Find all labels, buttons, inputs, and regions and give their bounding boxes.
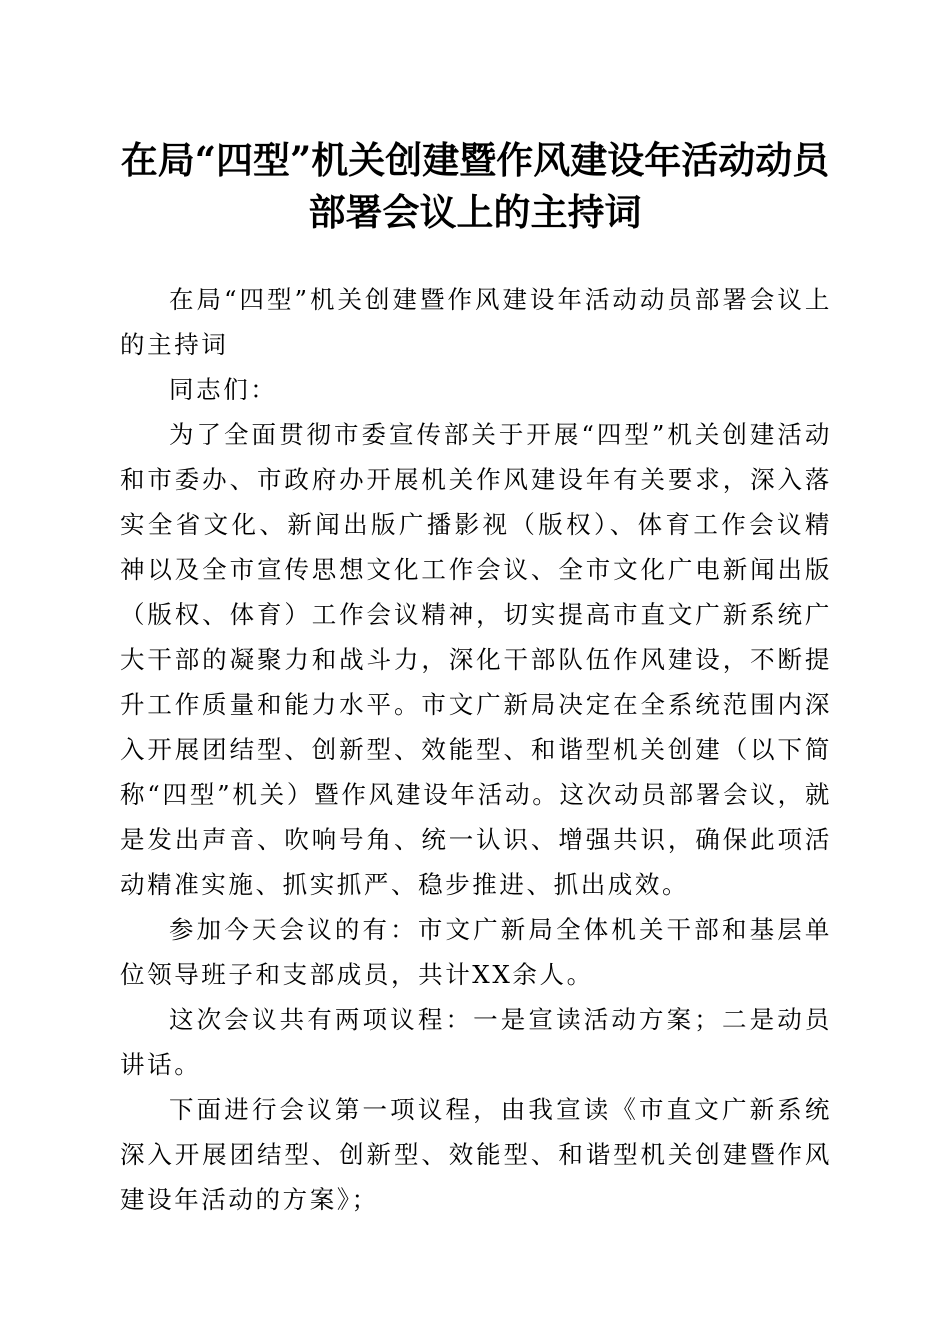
paragraph-salutation: 同志们： <box>169 375 278 404</box>
title-line-1: 在局“四型”机关创建暨作风建设年活动动员 <box>120 138 830 182</box>
paragraph-attendees: 参加今天会议的有：市文广新局全体机关干部和基层单位领导班子和支部成员，共计XX余人。 <box>120 915 832 989</box>
document-title <box>110 134 840 238</box>
paragraph-heading: 在局“四型”机关创建暨作风建设年活动动员部署会议上的主持词 <box>120 285 832 359</box>
document-body <box>120 277 832 1222</box>
paragraph-agenda: 这次会议共有两项议程：一是宣读活动方案；二是动员讲话。 <box>120 1005 832 1079</box>
title-line-2: 部署会议上的主持词 <box>308 190 642 234</box>
paragraph-purpose: 为了全面贯彻市委宣传部关于开展“四型”机关创建活动和市委办、市政府办开展机关作风建设年有关要求，深入落实全省文化、新闻出版广播影视（版权）、体育工作会议精神以及全市宣传思想文化工作会议、全市文化广电新闻出版（版权、体育）工作会议精神，切实提高市直文广新系统广大干部的凝聚力和战斗力，深化干部队伍作风建设，不断提升工作质量和能力水平。市文广新局决定在全系统范围内深入开展团结型、创新型、效能型、和谐型机关创建（以下简称“四型”机关）暨作风建设年活动。这次动员部署会议，就是发出声音、吹响号角、统一认识、增强共识，确保此项活动精准实施、抓实抓严、稳步推进、抓出成效。 <box>120 420 832 899</box>
paragraph-first-item: 下面进行会议第一项议程，由我宣读《市直文广新系统深入开展团结型、创新型、效能型、和谐型机关创建暨作风建设年活动的方案》； <box>120 1095 832 1214</box>
